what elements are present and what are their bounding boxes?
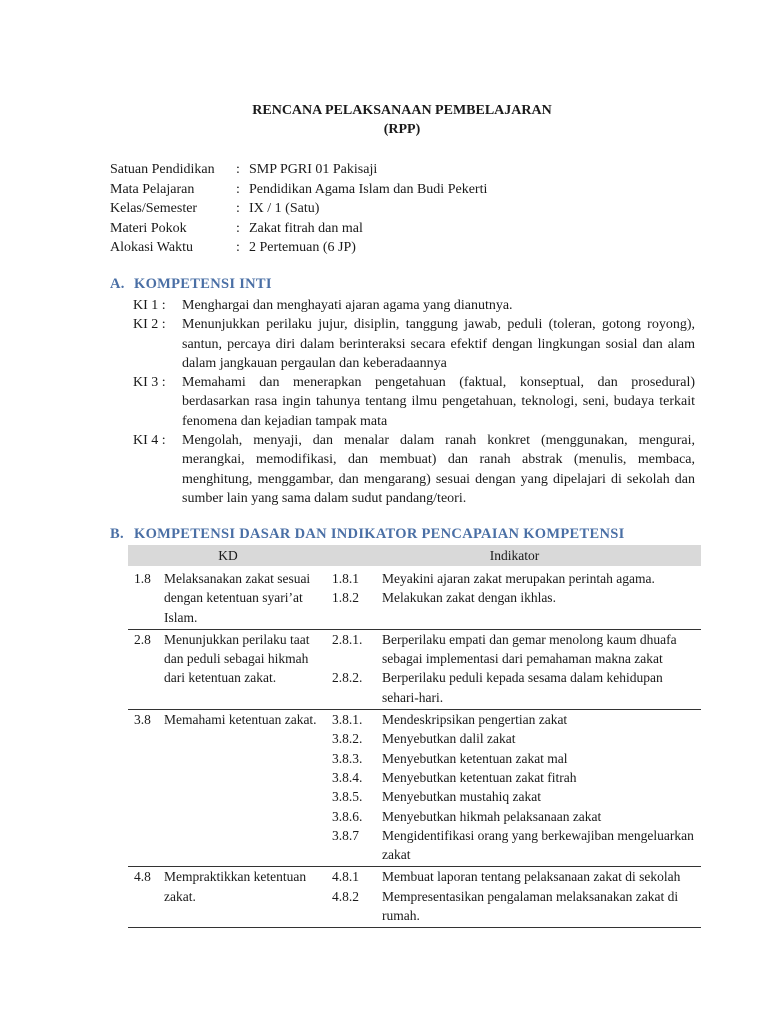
indicator-item <box>328 887 701 926</box>
ki-item <box>133 373 695 431</box>
identity-row: Kelas/Semester : IX / 1 (Satu) <box>110 199 487 219</box>
indicator-item <box>328 569 701 588</box>
ki-code: KI 2 : <box>133 317 166 333</box>
identity-value: Zakat fitrah dan mal <box>249 220 363 236</box>
identity-label: Alokasi Waktu <box>110 240 193 255</box>
kompetensi-inti-list <box>133 296 695 508</box>
section-title: KOMPETENSI INTI <box>134 276 272 292</box>
kd-text: Melaksanakan zakat sesuai dengan ketentuan syari’at Islam. <box>164 571 311 625</box>
table-row <box>128 566 701 629</box>
ki-text: Menghargai dan menghayati ajaran agama yang dianutnya. <box>182 298 513 313</box>
indicator-text: Berperilaku empati dan gemar menolong kaum dhuafa sebagai implementasi dari pemahaman makna zakat <box>382 631 677 667</box>
header-indikator: Indikator <box>328 545 701 566</box>
kd-text: Memahami ketentuan zakat. <box>164 712 317 728</box>
indicator-text: Menyebutkan ketentuan zakat fitrah <box>382 769 577 785</box>
kd-number: 4.8 <box>134 869 151 885</box>
indicator-text: Mengidentifikasi orang yang berkewajiban mengeluarkan zakat <box>382 827 694 863</box>
identity-row: Materi Pokok : Zakat fitrah dan mal <box>110 219 487 239</box>
indicator-item <box>328 588 701 607</box>
indicator-item <box>328 749 701 768</box>
identity-label: Satuan Pendidikan <box>110 162 215 177</box>
identity-value: Pendidikan Agama Islam dan Budi Pekerti <box>249 181 488 197</box>
document-title: RENCANA PELAKSANAAN PEMBELAJARAN <box>252 103 552 118</box>
section-letter: B. <box>110 526 124 542</box>
header-kd: KD <box>128 545 328 566</box>
identity-block <box>110 160 487 258</box>
ki-item <box>133 296 695 315</box>
identity-label: Materi Pokok <box>110 220 187 236</box>
document-subtitle: (RPP) <box>383 122 421 137</box>
kd-cell <box>128 867 328 906</box>
section-a-heading <box>110 276 272 293</box>
indicator-text: Berperilaku peduli kepada sesama dalam kehidupan sehari-hari. <box>382 670 663 705</box>
kd-number: 1.8 <box>134 571 151 586</box>
indicator-number: 2.8.1. <box>332 631 363 647</box>
indicator-number: 1.8.2 <box>332 590 359 606</box>
kd-text: Mempraktikkan ketentuan zakat. <box>164 869 307 904</box>
indicator-text: Menyebutkan dalil zakat <box>382 731 516 747</box>
indicator-number: 3.8.5. <box>332 789 363 805</box>
kd-number: 3.8 <box>134 712 151 728</box>
indicator-text: Melakukan zakat dengan ikhlas. <box>382 590 556 606</box>
indicator-number: 4.8.1 <box>332 869 359 885</box>
indicator-number: 3.8.1. <box>332 712 363 728</box>
indicator-text: Menyebutkan ketentuan zakat mal <box>382 750 568 766</box>
identity-label: Mata Pelajaran <box>110 181 195 197</box>
indicator-number: 1.8.1 <box>332 571 359 586</box>
indicator-number: 3.8.4. <box>332 769 363 785</box>
identity-value: 2 Pertemuan (6 JP) <box>249 240 356 255</box>
indicator-number: 3.8.3. <box>332 750 363 766</box>
table-header-row <box>128 545 701 566</box>
indicator-number: 3.8.2. <box>332 731 363 747</box>
table-row <box>128 867 701 928</box>
kd-indicator-table <box>128 545 701 928</box>
indicator-number: 2.8.2. <box>332 670 363 686</box>
kd-cell <box>128 569 328 627</box>
identity-row: Alokasi Waktu : 2 Pertemuan (6 JP) <box>110 238 487 258</box>
ki-text: Memahami dan menerapkan pengetahuan (faktual, konseptual, dan prosedural) berdasarkan rasa ingin tahunya tentang ilmu pengetahuan, teknologi, seni, budaya terkait fenomena dan kejadian tampak mata <box>182 375 695 429</box>
ki-code: KI 4 : <box>133 433 166 449</box>
indicator-text: Mendeskripsikan pengertian zakat <box>382 712 568 728</box>
table-row <box>128 710 701 867</box>
ki-text: Menunjukkan perilaku jujur, disiplin, tanggung jawab, peduli (toleran, gotong royong), santun, percaya diri dalam berinteraksi secara efektif dengan lingkungan sosial dan alam dalam jangkauan pergaulan dan keberadaannya <box>182 317 695 371</box>
kd-text: Menunjukkan perilaku taat dan peduli sebagai hikmah dari ketentuan zakat. <box>164 631 310 686</box>
identity-value: IX / 1 (Satu) <box>249 201 320 216</box>
section-b-heading <box>110 526 625 543</box>
table-row <box>128 629 701 709</box>
indicator-text: Menyebutkan hikmah pelaksanaan zakat <box>382 808 602 824</box>
indicator-item <box>328 867 701 886</box>
indicator-item <box>328 630 701 669</box>
indicator-item <box>328 768 701 787</box>
indicator-text: Mempresentasikan pengalaman melaksanakan zakat di rumah. <box>382 888 679 924</box>
indicator-number: 3.8.7 <box>332 827 359 843</box>
kd-cell <box>128 710 328 729</box>
ki-item <box>133 315 695 373</box>
indicator-number: 4.8.2 <box>332 888 359 904</box>
identity-value: SMP PGRI 01 Pakisaji <box>249 162 378 177</box>
indicator-item <box>328 668 701 707</box>
ki-code: KI 1 : <box>133 298 166 313</box>
indicator-item <box>328 807 701 826</box>
ki-item <box>133 431 695 508</box>
indicator-text: Membuat laporan tentang pelaksanaan zakat di sekolah <box>382 869 681 885</box>
indicator-number: 3.8.6. <box>332 808 363 824</box>
section-letter: A. <box>110 276 125 292</box>
indicator-item <box>328 787 701 806</box>
kd-number: 2.8 <box>134 631 151 647</box>
indicator-text: Meyakini ajaran zakat merupakan perintah agama. <box>382 571 655 586</box>
kd-cell <box>128 630 328 688</box>
indicator-item <box>328 729 701 748</box>
identity-label: Kelas/Semester <box>110 201 198 216</box>
indicator-text: Menyebutkan mustahiq zakat <box>382 789 541 805</box>
ki-code: KI 3 : <box>133 375 166 391</box>
indicator-item <box>328 826 701 865</box>
indicator-item <box>328 710 701 729</box>
identity-row: Mata Pelajaran : Pendidikan Agama Islam dan Budi Pekerti <box>110 180 487 200</box>
identity-row: Satuan Pendidikan : SMP PGRI 01 Pakisaji <box>110 160 487 180</box>
ki-text: Mengolah, menyaji, dan menalar dalam ranah konkret (menggunakan, mengurai, merangkai, memodifikasi, dan membuat) dan ranah abstrak (menulis, membaca, menghitung, menggambar, dan mengarang) sesuai dengan yang dipelajari di sekolah dan sumber lain yang sama dalam sudut pandang/teori. <box>182 433 695 506</box>
section-title: KOMPETENSI DASAR DAN INDIKATOR PENCAPAIAN KOMPETENSI <box>134 526 625 542</box>
